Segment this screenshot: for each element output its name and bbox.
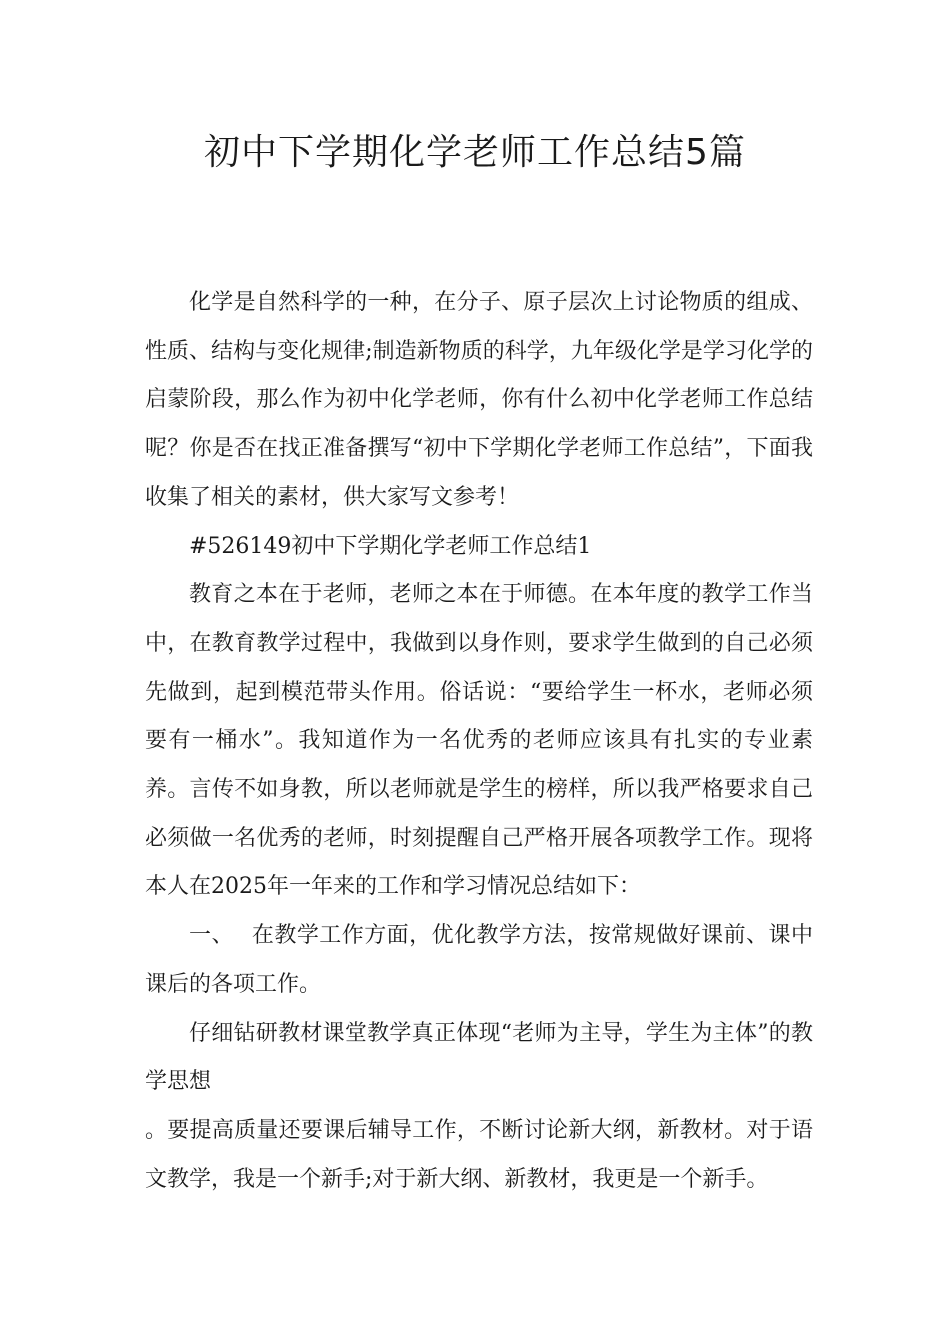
point-1 — [145, 912, 813, 1009]
paragraph-1: 教育之本在于老师，老师之本在于师德。在本年度的教学工作当中，在教育教学过程中，我做到以身作则，要求学生做到的自己必须先做到，起到模范带头作用。俗话说：“要给学生一杯水，老师必须要有一桶水”。我知道作为一名优秀的老师应该具有扎实的专业素养。言传不如身教，所以老师就是学生的榜样，所以我严格要求自己必须做一名优秀的老师，时刻提醒自己严格开展各项教学工作。现将本人在2025年一年来的工作和学习情况总结如下： — [145, 582, 813, 900]
point-1-text: 在教学工作方面，优化教学方法，按常规做好课前、课中课后的各项工作。 — [145, 923, 813, 997]
paragraph-2-line-2: 。要提高质量还要课后辅导工作，不断讨论新大纲，新教材。对于语文教学，我是一个新手;对于新大纲、新教材，我更是一个新手。 — [145, 1117, 813, 1192]
intro-paragraph: 化学是自然科学的一种，在分子、原子层次上讨论物质的组成、性质、结构与变化规律;制造新物质的科学，九年级化学是学习化学的启蒙阶段，那么作为初中化学老师，你有什么初中化学老师工作总结呢？你是否在找正准备撰写“初中下学期化学老师工作总结”，下面我收集了相关的素材，供大家写文参考！ — [145, 290, 813, 510]
document-body — [145, 279, 813, 1204]
document-title: 初中下学期化学老师工作总结5篇 — [204, 132, 746, 173]
paragraph-2-line-1: 仔细钻研教材课堂教学真正体现“老师为主导，学生为主体”的教学思想 — [145, 1020, 813, 1095]
point-1-number: 一、 — [189, 923, 234, 949]
section-heading: #526149初中下学期化学老师工作总结1 — [189, 533, 592, 559]
